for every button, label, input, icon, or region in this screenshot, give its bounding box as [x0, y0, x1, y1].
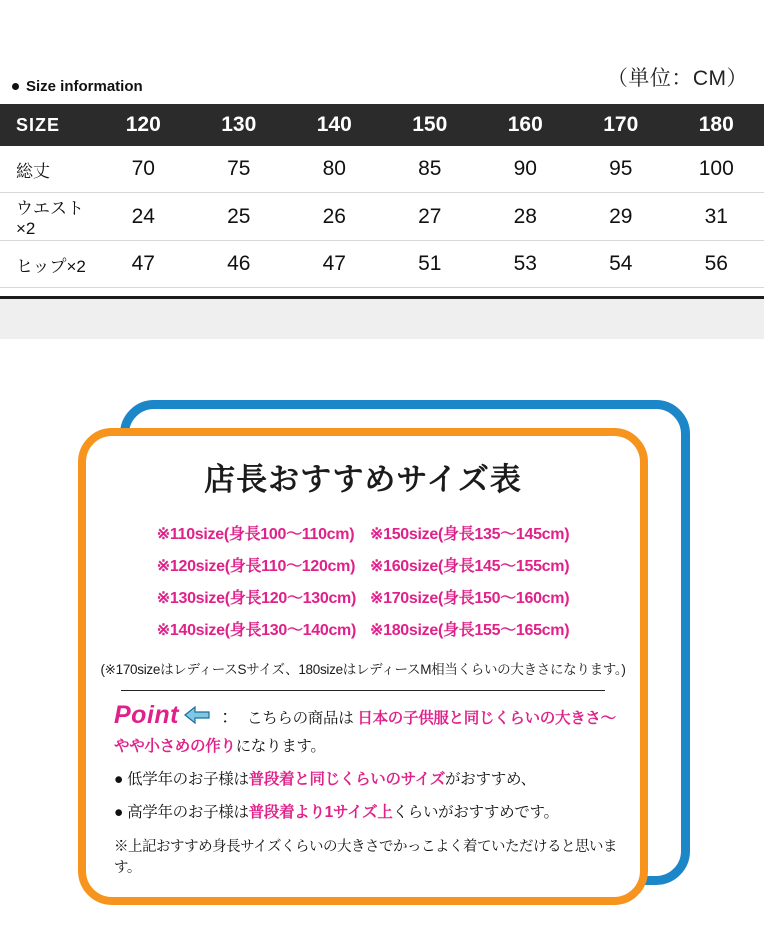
size-table: [0, 104, 764, 288]
cell-2-3: 51: [382, 241, 478, 288]
list-item: ※110size(身長100〜110cm): [156, 526, 355, 543]
row-label-0: 総丈: [0, 146, 96, 193]
cell-1-2: 26: [287, 193, 383, 241]
point-text-pink-2: やや小さめの作り: [114, 738, 236, 755]
cell-0-1: 75: [191, 146, 287, 193]
bullet-dot-icon: [12, 83, 19, 90]
cell-0-0: 70: [96, 146, 192, 193]
section-divider: [121, 690, 605, 691]
column-header-170: 170: [573, 104, 669, 146]
list-item: ※170size(身長150〜160cm): [370, 590, 570, 607]
column-header-150: 150: [382, 104, 478, 146]
point-label: Point: [114, 701, 179, 729]
column-header-160: 160: [478, 104, 574, 146]
cell-0-2: 80: [287, 146, 383, 193]
cell-0-4: 90: [478, 146, 574, 193]
recommend-size-column-left: [157, 521, 356, 640]
recommend-heading: 店長おすすめサイズ表: [204, 462, 522, 497]
table-header-row: [0, 104, 764, 146]
cell-1-5: 29: [573, 193, 669, 241]
gray-band: [0, 299, 764, 339]
cell-0-5: 95: [573, 146, 669, 193]
point-text-plain-2: になります。: [235, 738, 326, 755]
bullet-line-2: [100, 800, 626, 822]
recommend-panel-content: [78, 428, 648, 905]
list-item: ※140size(身長130〜140cm): [156, 622, 356, 639]
bullet-1-plain-1: ● 低学年のお子様は: [114, 771, 249, 788]
point-second-line: [100, 734, 626, 756]
cell-1-1: 25: [191, 193, 287, 241]
row-label-1: ウエスト×2: [0, 193, 96, 241]
column-header-120: 120: [96, 104, 192, 146]
bullet-1-pink: 普段着と同じくらいのサイズ: [248, 771, 446, 788]
cell-2-5: 54: [573, 241, 669, 288]
bullet-2-pink: 普段着より1サイズ上: [248, 804, 393, 821]
closing-note: ※上記おすすめ身長サイズくらいの大きさでかっこよく着ていただけると思います。: [114, 839, 617, 876]
point-text-pink-1: 日本の子供服と同じくらいの大きさ〜: [357, 710, 616, 727]
list-item: ※130size(身長120〜130cm): [156, 590, 356, 607]
row-label-2: ヒップ×2: [0, 241, 96, 288]
ladies-size-note: (※170sizeはレディースSサイズ、180sizeはレディースM相当くらいの大きさになります。): [100, 662, 626, 677]
bullet-line-1: [100, 767, 626, 789]
cell-2-6: 56: [669, 241, 764, 288]
recommend-size-lists: [100, 521, 626, 640]
cell-1-0: 24: [96, 193, 192, 241]
recommend-size-column-right: [370, 521, 569, 640]
cell-2-2: 47: [287, 241, 383, 288]
size-table-body: [0, 146, 764, 288]
size-information-title: [12, 78, 143, 95]
cell-0-6: 100: [669, 146, 764, 193]
recommend-size-panel: [78, 400, 690, 905]
cell-2-4: 53: [478, 241, 574, 288]
list-item: ※150size(身長135〜145cm): [370, 526, 570, 543]
pointing-hand-icon: [183, 704, 217, 726]
size-information-title-label: Size information: [26, 78, 143, 95]
point-text-plain-1: こちらの商品は: [247, 710, 354, 727]
bullet-2-plain-2: くらいがおすすめです。: [392, 804, 559, 821]
point-row: [100, 701, 626, 730]
list-item: ※160size(身長145〜155cm): [370, 558, 570, 575]
column-header-180: 180: [669, 104, 764, 146]
list-item: ※180size(身長155〜165cm): [370, 622, 570, 639]
column-header-140: 140: [287, 104, 383, 146]
cell-2-0: 47: [96, 241, 192, 288]
bullet-1-plain-2: がおすすめ、: [445, 771, 536, 788]
size-table-header: [0, 104, 764, 146]
cell-1-3: 27: [382, 193, 478, 241]
cell-1-6: 31: [669, 193, 764, 241]
column-header-size: SIZE: [0, 104, 96, 146]
bullet-2-plain-1: ● 高学年のお子様は: [114, 804, 249, 821]
column-header-130: 130: [191, 104, 287, 146]
cell-1-4: 28: [478, 193, 574, 241]
cell-2-1: 46: [191, 241, 287, 288]
cell-0-3: 85: [382, 146, 478, 193]
unit-note: （単位：CM）: [606, 67, 748, 90]
table-row: [0, 241, 764, 288]
table-row: [0, 146, 764, 193]
table-row: [0, 193, 764, 241]
list-item: ※120size(身長110〜120cm): [156, 558, 356, 575]
point-colon: ：: [221, 707, 239, 727]
